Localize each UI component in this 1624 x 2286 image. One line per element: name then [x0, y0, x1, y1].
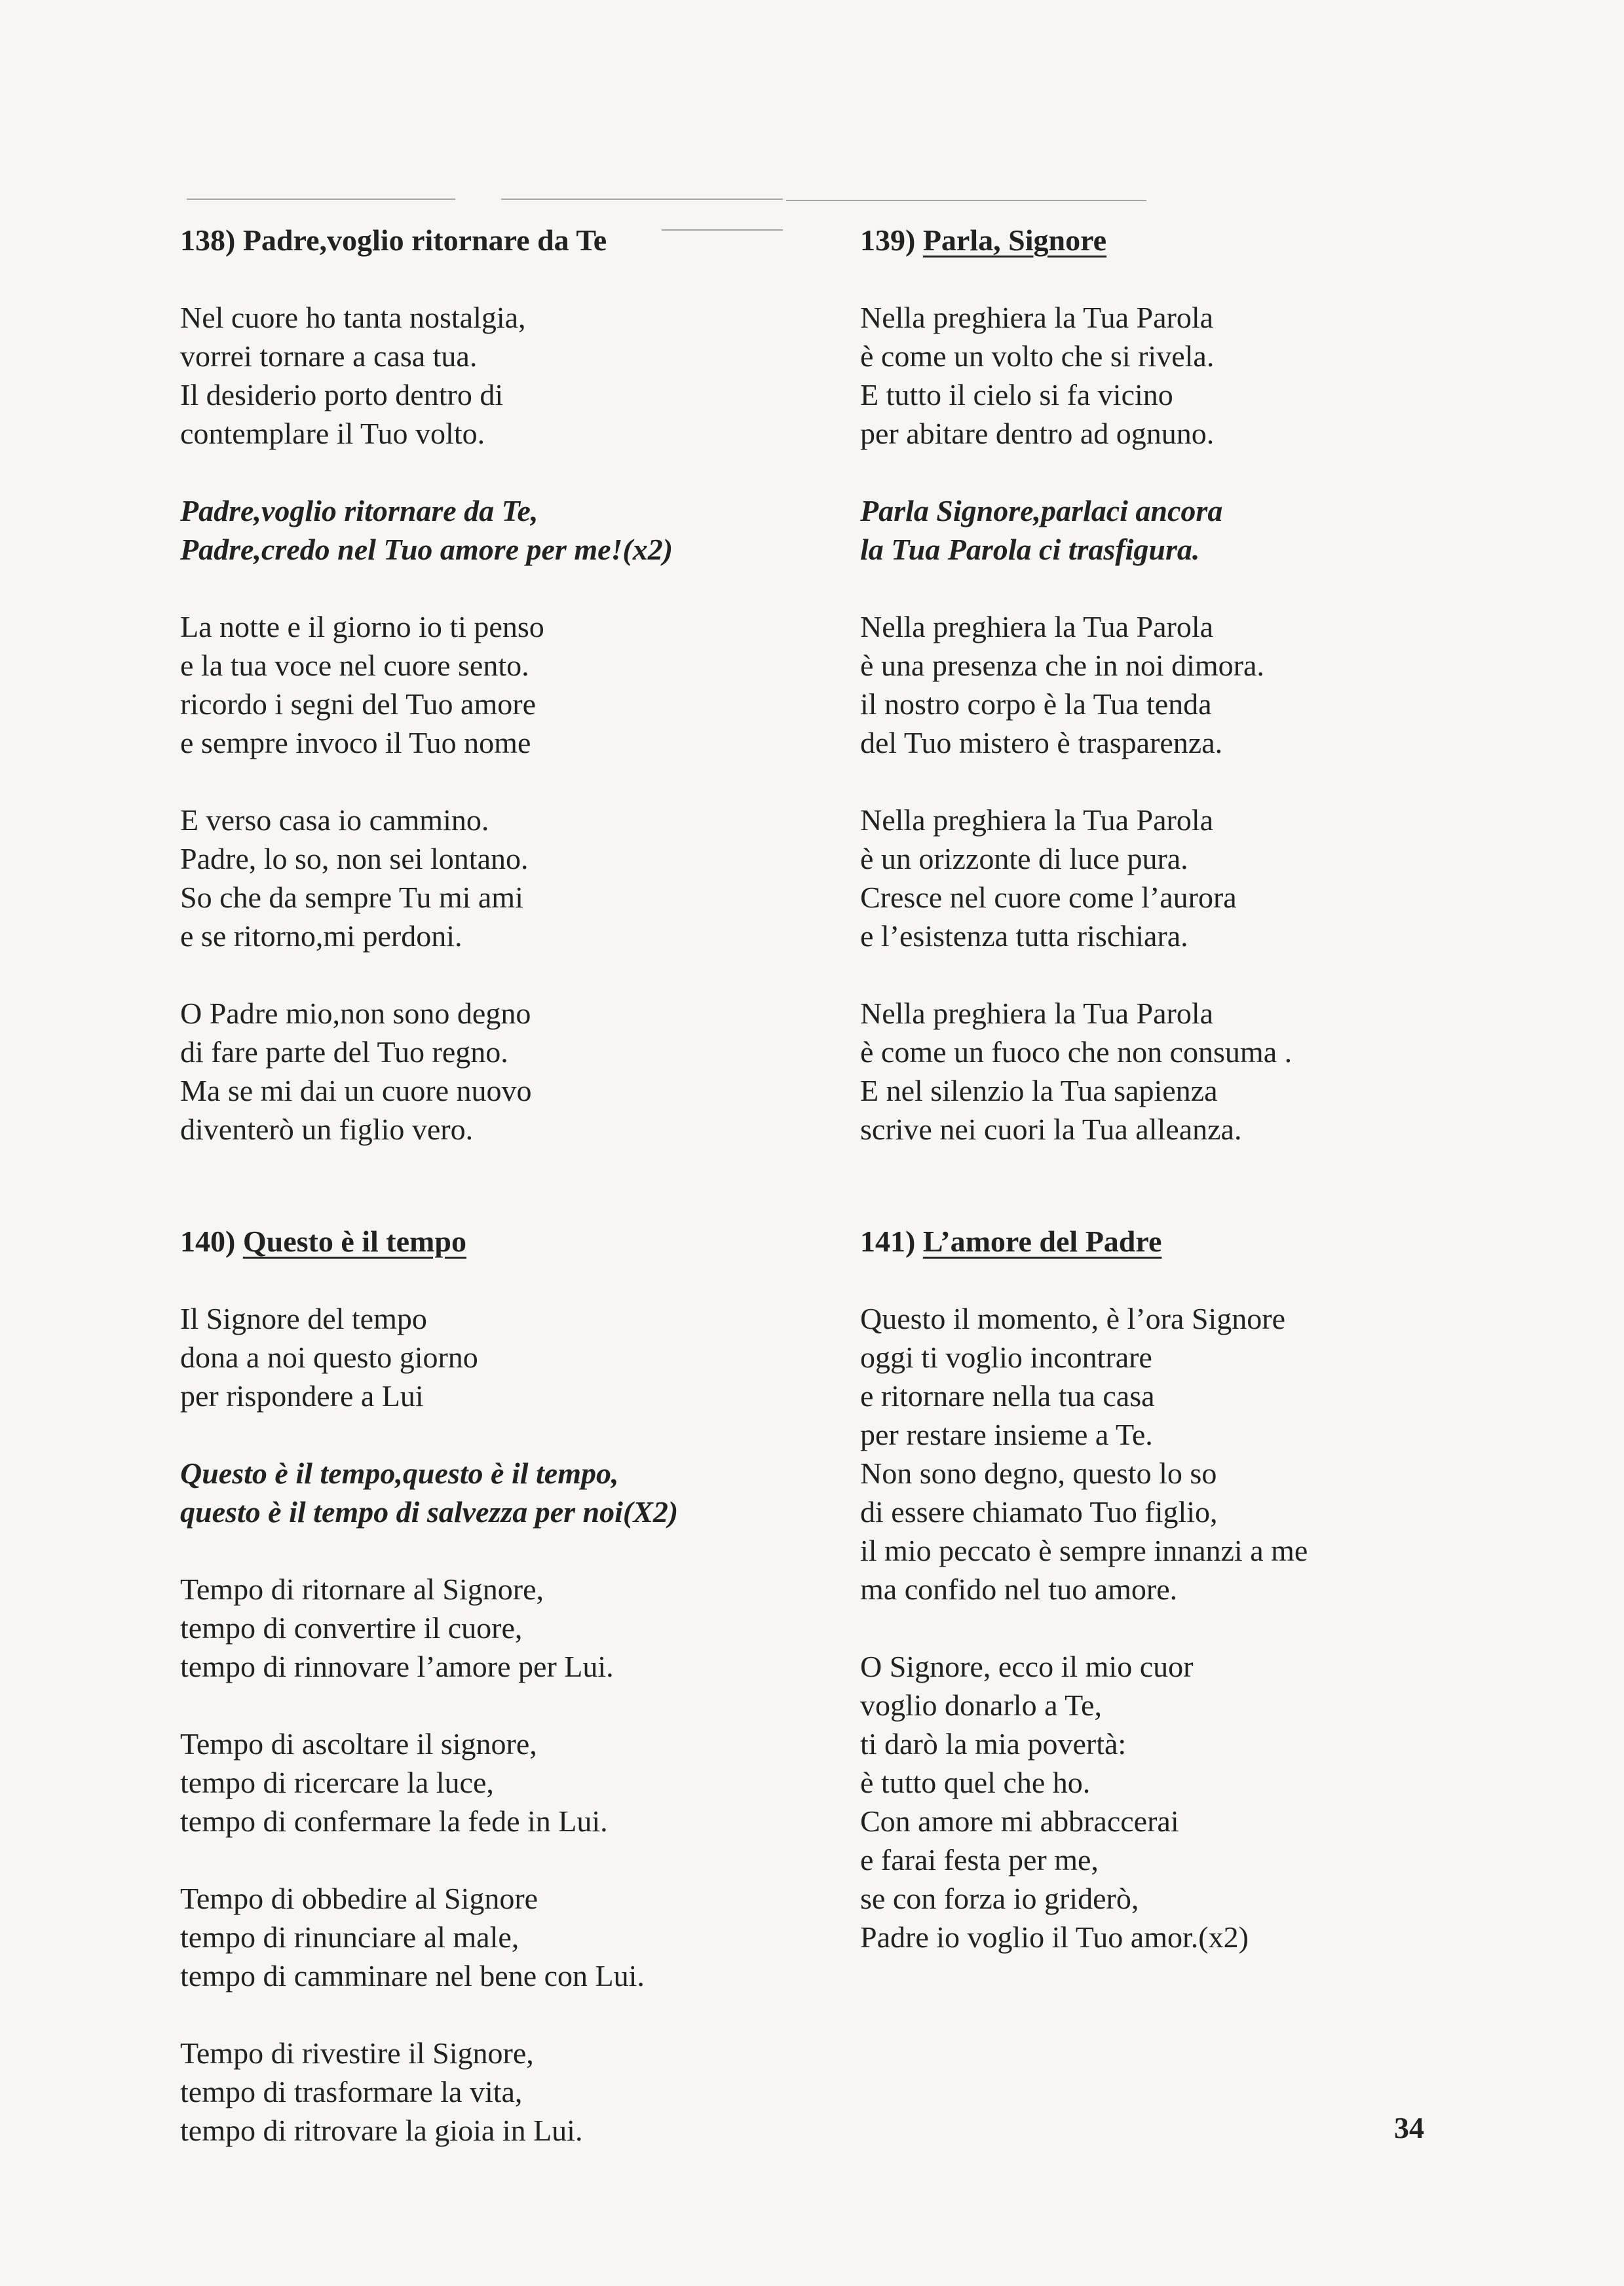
lyric-line: è come un fuoco che non consuma .: [860, 1035, 1293, 1069]
lyric-line: e ritornare nella tua casa: [860, 1379, 1155, 1413]
lyric-line: So che da sempre Tu mi ami: [180, 881, 523, 914]
song-title: [180, 1222, 770, 1261]
stanza: [860, 607, 1450, 762]
lyric-line: diventerò un figlio vero.: [180, 1113, 474, 1146]
refrain: [860, 491, 1450, 569]
scan-rule-middle: [501, 199, 783, 200]
lyric-line: oggi ti voglio incontrare: [860, 1341, 1152, 1374]
lyric-line: voglio donarlo a Te,: [860, 1688, 1102, 1722]
stanza: [180, 607, 770, 762]
lyric-line: Nella preghiera la Tua Parola: [860, 610, 1214, 643]
song-141: [860, 1222, 1450, 1956]
song-number: 140): [180, 1225, 236, 1258]
lyric-line: Il Signore del tempo: [180, 1302, 427, 1335]
lyric-line: scrive nei cuori la Tua alleanza.: [860, 1113, 1242, 1146]
song-138: [180, 221, 770, 1149]
stanza: [180, 1879, 770, 1995]
lyric-line: Nel cuore ho tanta nostalgia,: [180, 301, 526, 334]
stanza: [860, 1299, 1450, 1609]
lyric-line: tempo di ricercare la luce,: [180, 1766, 494, 1799]
song-stanzas: [180, 298, 770, 1149]
lyric-line: del Tuo mistero è trasparenza.: [860, 726, 1223, 759]
lyric-line: Padre,credo nel Tuo amore per me!(x2): [180, 533, 673, 566]
stanza: [860, 298, 1450, 453]
song-number: 138): [180, 223, 236, 257]
lyric-line: e sempre invoco il Tuo nome: [180, 726, 531, 759]
lyric-line: Ma se mi dai un cuore nuovo: [180, 1074, 532, 1107]
lyric-line: Nella preghiera la Tua Parola: [860, 301, 1214, 334]
lyric-line: Padre io voglio il Tuo amor.(x2): [860, 1920, 1249, 1954]
lyric-line: e l’esistenza tutta rischiara.: [860, 919, 1188, 953]
song-title-text: L’amore del Padre: [922, 1225, 1162, 1258]
lyric-line: questo è il tempo di salvezza per noi(X2): [180, 1495, 679, 1529]
lyric-line: tempo di rinnovare l’amore per Lui.: [180, 1650, 614, 1683]
lyric-line: la Tua Parola ci trasfigura.: [860, 533, 1200, 566]
lyric-line: è un orizzonte di luce pura.: [860, 842, 1188, 875]
stanza: [180, 801, 770, 955]
lyric-line: Tempo di ascoltare il signore,: [180, 1727, 537, 1761]
song-number: 141): [860, 1225, 916, 1258]
refrain: [180, 1454, 770, 1531]
lyric-line: Tempo di rivestire il Signore,: [180, 2036, 534, 2070]
stanza: [180, 1570, 770, 1686]
song-stanzas: [860, 1299, 1450, 1956]
lyric-line: Padre, lo so, non sei lontano.: [180, 842, 529, 875]
lyric-line: è tutto quel che ho.: [860, 1766, 1091, 1799]
song-title-text: Padre,voglio ritornare da Te: [242, 223, 607, 257]
lyric-line: Nella preghiera la Tua Parola: [860, 997, 1214, 1030]
lyric-line: Padre,voglio ritornare da Te,: [180, 494, 538, 527]
stanza: [180, 1724, 770, 1840]
lyric-line: Cresce nel cuore come l’aurora: [860, 881, 1237, 914]
lyric-line: è come un volto che si rivela.: [860, 339, 1215, 373]
song-139: [860, 221, 1450, 1149]
lyric-line: tempo di camminare nel bene con Lui.: [180, 1959, 645, 1992]
stanza: [180, 2034, 770, 2150]
song-title: [860, 221, 1450, 259]
lyric-line: ma confido nel tuo amore.: [860, 1572, 1178, 1606]
lyric-line: tempo di rinunciare al male,: [180, 1920, 519, 1954]
lyric-line: Il desiderio porto dentro di: [180, 378, 504, 411]
stanza: [180, 298, 770, 453]
stanza: [180, 1299, 770, 1415]
lyric-line: E verso casa io cammino.: [180, 803, 489, 837]
lyric-line: è una presenza che in noi dimora.: [860, 649, 1264, 682]
lyric-line: Tempo di ritornare al Signore,: [180, 1572, 544, 1606]
lyric-line: vorrei tornare a casa tua.: [180, 339, 478, 373]
lyric-line: Con amore mi abbraccerai: [860, 1804, 1179, 1838]
song-title-text: Parla, Signore: [922, 223, 1107, 257]
lyric-line: per abitare dentro ad ognuno.: [860, 417, 1215, 450]
lyric-line: il nostro corpo è la Tua tenda: [860, 687, 1212, 721]
stanza: [860, 1647, 1450, 1956]
lyric-line: tempo di ritrovare la gioia in Lui.: [180, 2114, 583, 2147]
stanza: [180, 994, 770, 1149]
lyric-line: per rispondere a Lui: [180, 1379, 424, 1413]
lyric-line: Non sono degno, questo lo so: [860, 1457, 1217, 1490]
lyric-line: se con forza io griderò,: [860, 1882, 1139, 1915]
lyric-line: ti darò la mia povertà:: [860, 1727, 1127, 1761]
lyric-line: E nel silenzio la Tua sapienza: [860, 1074, 1218, 1107]
lyric-line: per restare insieme a Te.: [860, 1418, 1153, 1451]
scan-rule-right: [786, 200, 1146, 201]
lyric-line: il mio peccato è sempre innanzi a me: [860, 1534, 1308, 1567]
song-title-text: Questo è il tempo: [242, 1225, 466, 1258]
lyric-line: di essere chiamato Tuo figlio,: [860, 1495, 1218, 1529]
song-title: [860, 1222, 1450, 1261]
lyric-line: tempo di convertire il cuore,: [180, 1611, 523, 1645]
song-140: [180, 1222, 770, 2150]
page-number: 34: [1394, 2111, 1424, 2144]
lyric-line: contemplare il Tuo volto.: [180, 417, 485, 450]
lyric-line: e se ritorno,mi perdoni.: [180, 919, 463, 953]
scan-rule-left: [187, 199, 455, 200]
song-stanzas: [860, 298, 1450, 1149]
lyric-line: La notte e il giorno io ti penso: [180, 610, 544, 643]
lyric-line: O Signore, ecco il mio cuor: [860, 1650, 1194, 1683]
lyric-line: Questo il momento, è l’ora Signore: [860, 1302, 1285, 1335]
refrain: [180, 491, 770, 569]
lyric-line: di fare parte del Tuo regno.: [180, 1035, 508, 1069]
lyric-line: O Padre mio,non sono degno: [180, 997, 531, 1030]
lyric-line: tempo di trasformare la vita,: [180, 2075, 523, 2108]
lyric-line: e la tua voce nel cuore sento.: [180, 649, 529, 682]
lyric-line: tempo di confermare la fede in Lui.: [180, 1804, 608, 1838]
lyric-line: E tutto il cielo si fa vicino: [860, 378, 1173, 411]
lyric-line: Parla Signore,parlaci ancora: [860, 494, 1223, 527]
stanza: [860, 994, 1450, 1149]
lyric-line: Tempo di obbedire al Signore: [180, 1882, 538, 1915]
lyric-line: Nella preghiera la Tua Parola: [860, 803, 1214, 837]
lyric-line: ricordo i segni del Tuo amore: [180, 687, 536, 721]
song-number: 139): [860, 223, 916, 257]
song-stanzas: [180, 1299, 770, 2150]
lyric-line: e farai festa per me,: [860, 1843, 1099, 1876]
lyric-line: Questo è il tempo,questo è il tempo,: [180, 1457, 619, 1490]
lyric-line: dona a noi questo giorno: [180, 1341, 478, 1374]
song-title: [180, 221, 770, 259]
stanza: [860, 801, 1450, 955]
